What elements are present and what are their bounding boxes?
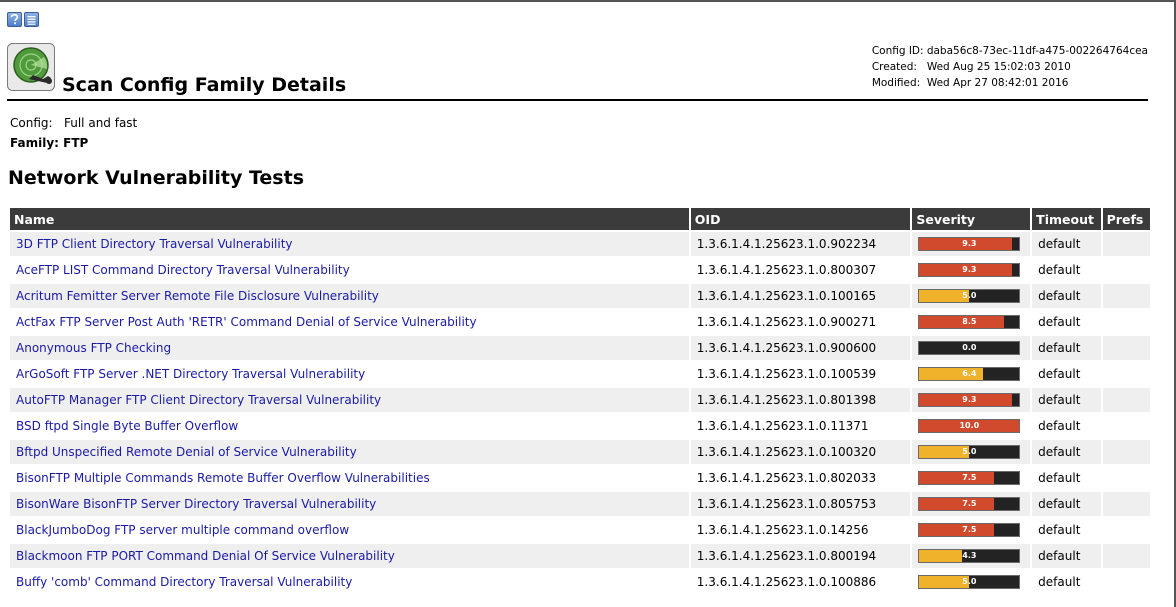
table-row [10,362,1150,386]
nvt-name-link[interactable]: AceFTP LIST Command Directory Traversal Vulnerability [16,263,350,277]
nvt-severity-cell [912,466,1030,490]
nvt-name-link[interactable]: 3D FTP Client Directory Traversal Vulnerability [16,237,293,251]
window-top-border [0,0,1176,2]
severity-score: 9.3 [962,395,977,404]
column-header-oid[interactable]: OID [691,208,911,230]
nvt-severity-cell [912,518,1030,542]
severity-bar [918,419,1020,433]
nvt-prefs-cell [1103,570,1150,594]
nvt-timeout-cell: default [1032,440,1100,464]
family-label: Family: [10,136,59,150]
nvt-severity-cell [912,258,1030,282]
meta-value: daba56c8-73ec-11df-a475-002264764cea [926,45,1148,57]
severity-bar [918,497,1020,511]
nvt-table [8,206,1152,596]
severity-score: 7.5 [962,473,977,482]
severity-score: 5.0 [962,447,977,456]
radar-scan-icon [7,43,55,91]
table-row [10,492,1150,516]
config-info [10,113,137,153]
nvt-timeout-cell: default [1032,336,1100,360]
nvt-timeout-cell: default [1032,362,1100,386]
table-row [10,518,1150,542]
nvt-severity-cell [912,232,1030,256]
nvt-oid-cell: 1.3.6.1.4.1.25623.1.0.11371 [691,414,911,438]
nvt-prefs-cell [1103,284,1150,308]
severity-bar [918,315,1020,329]
column-header-prefs[interactable]: Prefs [1103,208,1150,230]
nvt-name-cell [10,336,689,360]
severity-score: 8.5 [962,317,977,326]
nvt-name-cell [10,232,689,256]
table-body [10,232,1150,594]
list-icon[interactable] [24,12,39,27]
nvt-severity-cell [912,440,1030,464]
nvt-severity-cell [912,388,1030,412]
nvt-timeout-cell: default [1032,284,1100,308]
severity-score: 10.0 [959,421,980,430]
severity-score: 4.3 [962,551,977,560]
nvt-timeout-cell: default [1032,310,1100,334]
nvt-prefs-cell [1103,310,1150,334]
nvt-severity-cell [912,336,1030,360]
nvt-name-link[interactable]: ActFax FTP Server Post Auth 'RETR' Command Denial of Service Vulnerability [16,315,477,329]
severity-bar [918,263,1020,277]
meta-label: Config ID: [871,45,924,57]
severity-bar [918,341,1020,355]
nvt-oid-cell: 1.3.6.1.4.1.25623.1.0.800307 [691,258,911,282]
severity-score: 6.4 [962,369,977,378]
nvt-name-cell [10,466,689,490]
nvt-name-link[interactable]: Anonymous FTP Checking [16,341,172,355]
severity-bar [918,445,1020,459]
table-row [10,440,1150,464]
severity-bar [918,549,1020,563]
table-row [10,232,1150,256]
nvt-name-cell [10,284,689,308]
nvt-oid-cell: 1.3.6.1.4.1.25623.1.0.801398 [691,388,911,412]
column-header-name[interactable]: Name [10,208,689,230]
nvt-oid-cell: 1.3.6.1.4.1.25623.1.0.100165 [691,284,911,308]
nvt-oid-cell: 1.3.6.1.4.1.25623.1.0.802033 [691,466,911,490]
family-value: FTP [63,136,89,150]
nvt-prefs-cell [1103,466,1150,490]
family-line [10,133,137,153]
nvt-timeout-cell: default [1032,544,1100,568]
severity-score: 5.0 [962,577,977,586]
meta-created [872,59,1148,75]
nvt-timeout-cell: default [1032,518,1100,542]
nvt-oid-cell: 1.3.6.1.4.1.25623.1.0.900271 [691,310,911,334]
nvt-oid-cell: 1.3.6.1.4.1.25623.1.0.902234 [691,232,911,256]
table-row [10,388,1150,412]
table-header-row [10,208,1150,230]
config-meta [872,43,1148,91]
nvt-severity-cell [912,310,1030,334]
table-row [10,336,1150,360]
nvt-name-link[interactable]: BlackJumboDog FTP server multiple command overflow [16,523,350,537]
nvt-name-cell [10,492,689,516]
page-title: Scan Config Family Details [62,74,347,96]
severity-bar [918,523,1020,537]
column-header-severity[interactable]: Severity [912,208,1030,230]
nvt-name-link[interactable]: Blackmoon FTP PORT Command Denial Of Service Vulnerability [16,549,395,563]
severity-score: 7.5 [962,499,977,508]
severity-bar [918,289,1020,303]
table-row [10,466,1150,490]
nvt-oid-cell: 1.3.6.1.4.1.25623.1.0.14256 [691,518,911,542]
severity-bar [918,237,1020,251]
meta-label: Created: [871,61,917,73]
help-icon[interactable] [7,12,22,27]
nvt-prefs-cell [1103,336,1150,360]
config-line [10,113,137,133]
nvt-name-link[interactable]: AutoFTP Manager FTP Client Directory Traversal Vulnerability [16,393,382,407]
nvt-name-cell [10,544,689,568]
nvt-name-cell [10,258,689,282]
nvt-name-link[interactable]: BSD ftpd Single Byte Buffer Overflow [16,419,239,433]
nvt-timeout-cell: default [1032,570,1100,594]
nvt-prefs-cell [1103,492,1150,516]
nvt-severity-cell [912,362,1030,386]
nvt-severity-cell [912,544,1030,568]
nvt-name-link[interactable]: Acritum Femitter Server Remote File Disclosure Vulnerability [16,289,379,303]
severity-bar [918,393,1020,407]
meta-label: Modified: [871,77,921,89]
nvt-timeout-cell: default [1032,492,1100,516]
nvt-timeout-cell: default [1032,232,1100,256]
meta-config-id [872,43,1148,59]
nvt-name-cell [10,362,689,386]
severity-bar [918,471,1020,485]
nvt-timeout-cell: default [1032,258,1100,282]
nvt-name-cell [10,310,689,334]
nvt-oid-cell: 1.3.6.1.4.1.25623.1.0.800194 [691,544,911,568]
nvt-name-link[interactable]: BisonWare BisonFTP Server Directory Traversal Vulnerability [16,497,377,511]
nvt-name-link[interactable]: Buffy 'comb' Command Directory Traversal Vulnerability [16,575,353,589]
config-value: Full and fast [64,116,138,130]
nvt-name-cell [10,440,689,464]
nvt-timeout-cell: default [1032,388,1100,412]
meta-modified [872,75,1148,91]
nvt-prefs-cell [1103,258,1150,282]
page-header [7,43,1148,101]
table-row [10,310,1150,334]
table-row [10,570,1150,594]
nvt-prefs-cell [1103,544,1150,568]
nvt-name-link[interactable]: ArGoSoft FTP Server .NET Directory Traversal Vulnerability [16,367,366,381]
severity-score: 7.5 [962,525,977,534]
nvt-oid-cell: 1.3.6.1.4.1.25623.1.0.100539 [691,362,911,386]
nvt-severity-cell [912,284,1030,308]
toolbar [7,12,39,27]
nvt-oid-cell: 1.3.6.1.4.1.25623.1.0.805753 [691,492,911,516]
section-title: Network Vulnerability Tests [8,167,305,189]
nvt-oid-cell: 1.3.6.1.4.1.25623.1.0.100886 [691,570,911,594]
nvt-severity-cell [912,414,1030,438]
table-row [10,258,1150,282]
severity-score: 9.3 [962,265,977,274]
nvt-name-cell [10,518,689,542]
question-mark-glyph [10,14,19,25]
nvt-prefs-cell [1103,232,1150,256]
list-lines-glyph [27,15,36,25]
nvt-name-cell [10,414,689,438]
nvt-oid-cell: 1.3.6.1.4.1.25623.1.0.900600 [691,336,911,360]
severity-score: 9.3 [962,239,977,248]
nvt-timeout-cell: default [1032,414,1100,438]
nvt-prefs-cell [1103,388,1150,412]
config-label: Config: [10,116,53,130]
severity-score: 5.0 [962,291,977,300]
table-row [10,284,1150,308]
table-row [10,414,1150,438]
nvt-prefs-cell [1103,518,1150,542]
nvt-name-cell [10,570,689,594]
column-header-timeout[interactable]: Timeout [1032,208,1100,230]
nvt-severity-cell [912,570,1030,594]
nvt-name-link[interactable]: Bftpd Unspecified Remote Denial of Service Vulnerability [16,445,357,459]
nvt-prefs-cell [1103,414,1150,438]
nvt-name-cell [10,388,689,412]
nvt-timeout-cell: default [1032,466,1100,490]
meta-value: Wed Aug 25 15:02:03 2010 [926,61,1071,73]
nvt-severity-cell [912,492,1030,516]
table-row [10,544,1150,568]
nvt-name-link[interactable]: BisonFTP Multiple Commands Remote Buffer Overflow Vulnerabilities [16,471,430,485]
nvt-oid-cell: 1.3.6.1.4.1.25623.1.0.100320 [691,440,911,464]
nvt-prefs-cell [1103,440,1150,464]
severity-bar [918,367,1020,381]
meta-value: Wed Apr 27 08:42:01 2016 [926,77,1069,89]
severity-score: 0.0 [962,343,977,352]
nvt-prefs-cell [1103,362,1150,386]
severity-bar [918,575,1020,589]
